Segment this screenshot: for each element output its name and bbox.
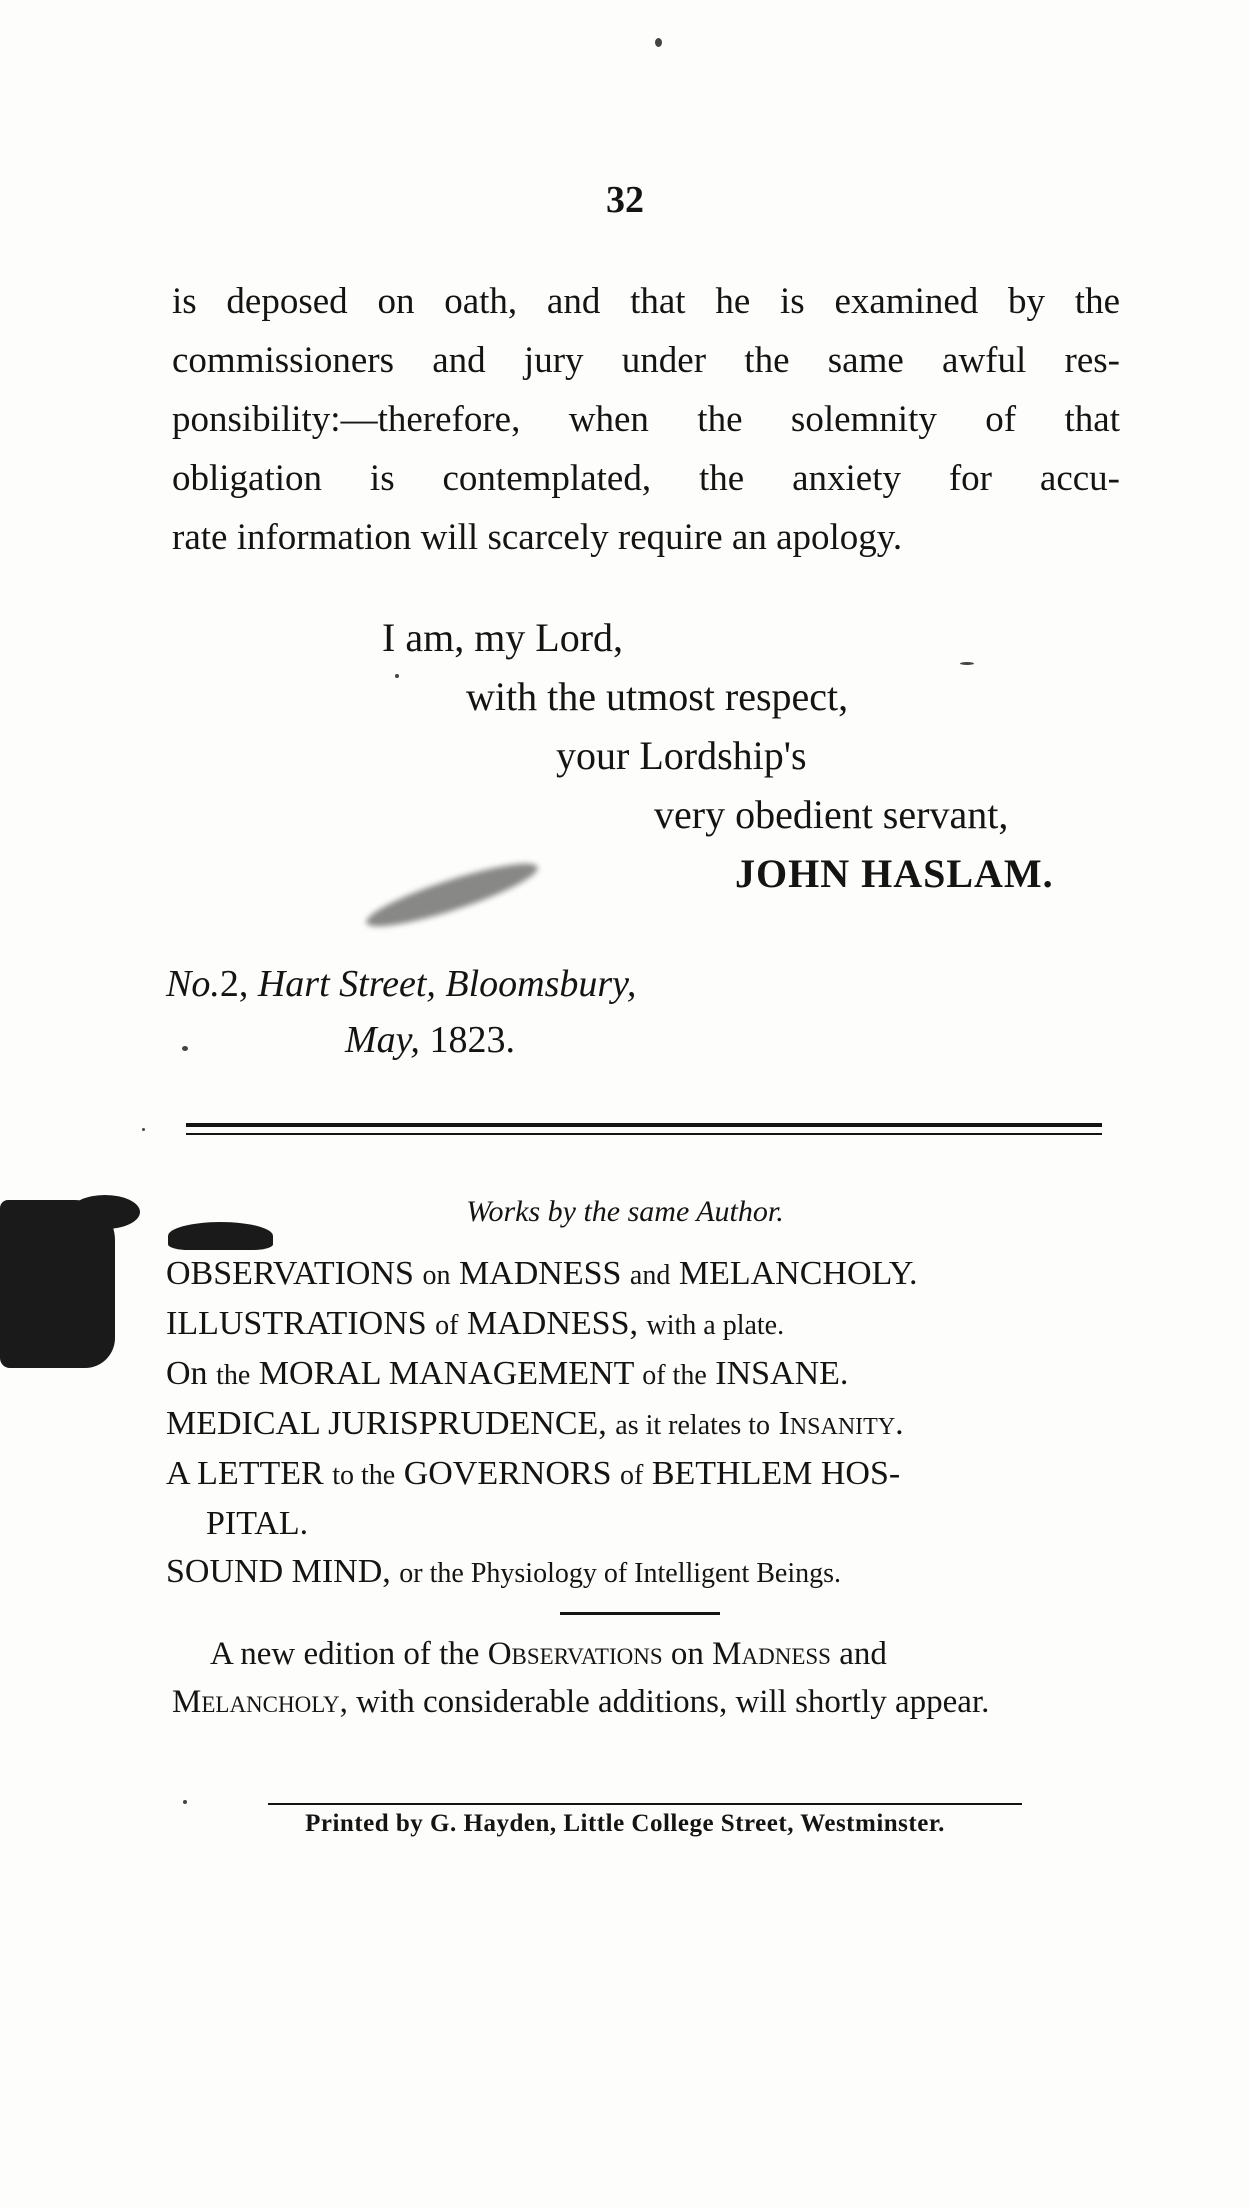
speck: [183, 1800, 187, 1804]
work-item-illustrations: ILLUSTRATIONS of MADNESS, with a plate.: [166, 1305, 785, 1342]
work-item-sound-mind: SOUND MIND, or the Physiology of Intelligent Beings.: [166, 1553, 842, 1590]
work-item-letter: A LETTER to the GOVERNORS of BETHLEM HOS-: [166, 1455, 901, 1492]
salutation-line: I am, my Lord,: [382, 615, 624, 660]
speck: [395, 674, 399, 678]
works-heading: Works by the same Author.: [466, 1195, 784, 1228]
respect-line: with the utmost respect,: [466, 674, 849, 719]
lordship-line: your Lordship's: [556, 733, 807, 778]
address-line: [166, 962, 636, 1006]
address-street: Hart Street, Bloomsbury,: [257, 963, 637, 1005]
paragraph-line: rate information will scarcely require an apology.: [172, 517, 903, 558]
works-list: [166, 1250, 1126, 1598]
date-year: 1823.: [429, 1019, 515, 1061]
speck: [142, 1128, 145, 1131]
signature: JOHN HASLAM.: [735, 851, 1054, 896]
speck: [960, 662, 974, 665]
address-number: 2,: [219, 963, 249, 1005]
servant-line: very obedient servant,: [654, 792, 1009, 837]
thin-rule-divider: [268, 1803, 1022, 1805]
paragraph-line: commissioners and jury under the same awful res-: [172, 340, 1120, 381]
ink-smudge-works: [168, 1222, 273, 1250]
speck: [655, 38, 662, 47]
page-number: 32: [606, 179, 644, 221]
short-rule-divider: [560, 1612, 720, 1615]
speck: [182, 1046, 188, 1051]
address-prefix: No.: [166, 963, 220, 1005]
ink-blot-edge: [70, 1195, 140, 1229]
date-month: May,: [345, 1019, 420, 1061]
paragraph-line: obligation is contemplated, the anxiety for accu-: [172, 458, 1120, 499]
work-item-moral-management: On the MORAL MANAGEMENT of the INSANE.: [166, 1355, 849, 1392]
work-item-letter-continued: PITAL.: [206, 1505, 309, 1542]
paragraph-line: is deposed on oath, and that he is examined by the: [172, 281, 1120, 322]
new-edition-announcement: [172, 1630, 1120, 1726]
date-line: [345, 1018, 515, 1062]
announcement-line: A new edition of the Observations on Madness and: [210, 1636, 887, 1672]
letter-paragraph: [172, 272, 1120, 567]
printer-imprint: Printed by G. Hayden, Little College Street, Westminster.: [305, 1810, 945, 1837]
work-item-jurisprudence: MEDICAL JURISPRUDENCE, as it relates to Insanity.: [166, 1405, 904, 1442]
ink-smudge-signature: [362, 853, 542, 937]
double-rule-divider: [186, 1123, 1102, 1135]
paragraph-line: ponsibility:—therefore, when the solemnity of that: [172, 399, 1120, 440]
announcement-line: Melancholy, with considerable additions, will shortly appear.: [172, 1684, 990, 1720]
work-item-observations: OBSERVATIONS on MADNESS and MELANCHOLY.: [166, 1255, 918, 1292]
